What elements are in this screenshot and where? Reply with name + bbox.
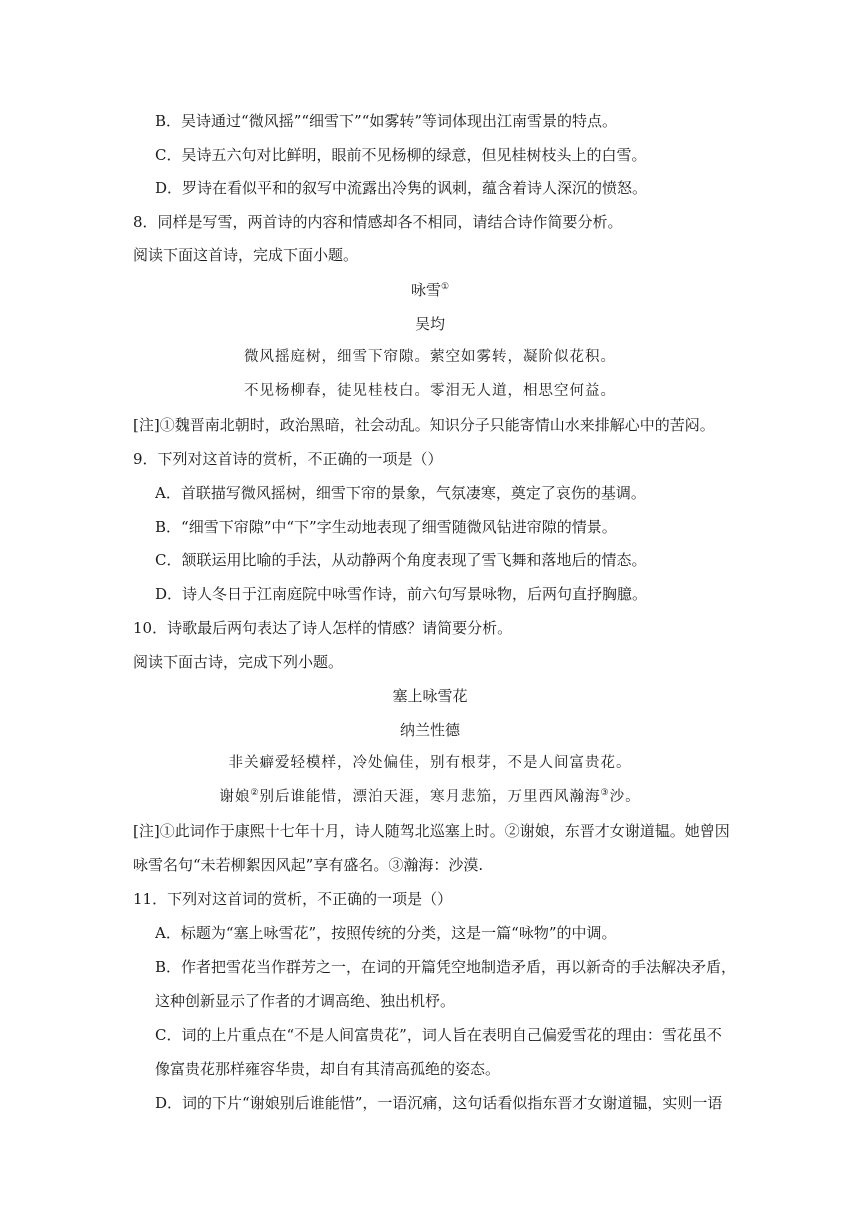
poem-title-2: 塞上咏雪花 (392, 687, 468, 705)
option-9d: D．诗人冬日于江南庭院中咏雪作诗，前六句写景咏物，后两句直抒胸臆。 (155, 585, 648, 603)
option-11b-line-2: 这种创新显示了作者的才调高绝、独出机杼。 (155, 992, 456, 1010)
option-11c-line-1: C．词的上片重点在“不是人间富贵花”，词人旨在表明自己偏爱雪花的理由：雪花虽不 (155, 1026, 722, 1044)
reading-instruction-2: 阅读下面古诗，完成下列小题。 (133, 653, 344, 671)
option-11d-line-1: D．词的下片“谢娘别后谁能惜”，一语沉痛，这句话看似指东晋才女谢道韫，实则一语 (155, 1094, 723, 1112)
poem-2-line-2 (0, 787, 860, 807)
option-11a: A．标题为“塞上咏雪花”，按照传统的分类，这是一篇“咏物”的中调。 (155, 924, 617, 942)
poem-2-line-2-part-a: 谢娘 (219, 789, 251, 805)
poem-title-1 (0, 280, 860, 300)
option-9b: B．“细雪下帘隙”中“下”字生动地表现了细雪随微风钻进帘隙的情景。 (155, 518, 617, 536)
question-8: 8．同样是写雪，两首诗的内容和情感却各不相同，请结合诗作简要分析。 (133, 213, 623, 231)
poem-2-line-2-part-c: 沙。 (609, 789, 641, 805)
poem-author-2: 纳兰性德 (399, 721, 460, 739)
reading-instruction-1: 阅读下面这首诗，完成下面小题。 (133, 246, 359, 264)
question-11: 11．下列对这首词的赏析，不正确的一项是（） (133, 890, 453, 908)
option-7b: B．吴诗通过“微风摇”“细雪下”“如雾转”等词体现出江南雪景的特点。 (155, 112, 618, 130)
annotation-2-line-1: [注]①此词作于康熙十七年十月，诗人随驾北巡塞上时。②谢娘，东晋才女谢道韫。她曾因 (133, 822, 730, 840)
option-7d: D．罗诗在看似平和的叙写中流露出冷隽的讽刺，蕴含着诗人深沉的愤怒。 (155, 179, 648, 197)
option-11b-line-1: B．作者把雪花当作群芳之一，在词的开篇凭空地制造矛盾，再以新奇的手法解决矛盾， (155, 958, 737, 976)
poem-2-line-2-part-b: 别后谁能惜，漂泊天涯，寒月悲笳，万里西风瀚海 (259, 789, 601, 805)
footnote-marker: ② (250, 788, 260, 799)
option-7c: C．吴诗五六句对比鲜明，眼前不见杨柳的绿意，但见桂树枝头上的白雪。 (155, 146, 647, 164)
option-9c: C．颔联运用比喻的手法，从动静两个角度表现了雪飞舞和落地后的情态。 (155, 551, 647, 569)
option-11c-line-2: 像富贵花那样雍容华贵，却自有其清高孤绝的姿态。 (155, 1060, 501, 1078)
annotation-2-line-2: 咏雪名句“未若柳絮因风起”享有盛名。③瀚海：沙漠. (133, 856, 484, 874)
footnote-marker: ③ (600, 788, 610, 799)
option-9a: A．首联描写微风摇树，细雪下帘的景象，气氛凄寒，奠定了哀伤的基调。 (155, 484, 646, 502)
poem-1-line-2: 不见杨柳春，徒见桂枝白。零泪无人道，相思空何益。 (244, 383, 616, 399)
poem-1-line-1: 微风摇庭树，细雪下帘隙。萦空如雾转，凝阶似花积。 (244, 349, 616, 365)
footnote-marker: ① (440, 282, 450, 292)
question-10: 10．诗歌最后两句表达了诗人怎样的情感？请简要分析。 (133, 619, 513, 637)
question-9: 9．下列对这首诗的赏析，不正确的一项是（） (133, 450, 443, 468)
poem-title-text: 咏雪 (410, 281, 441, 299)
poem-author-1: 吴均 (414, 315, 445, 333)
annotation-1: [注]①魏晋南北朝时，政治黑暗，社会动乱。知识分子只能寄情山水来排解心中的苦闷。 (133, 416, 715, 434)
poem-2-line-1: 非关癖爱轻模样，冷处偏佳，别有根芽，不是人间富贵花。 (228, 755, 632, 771)
